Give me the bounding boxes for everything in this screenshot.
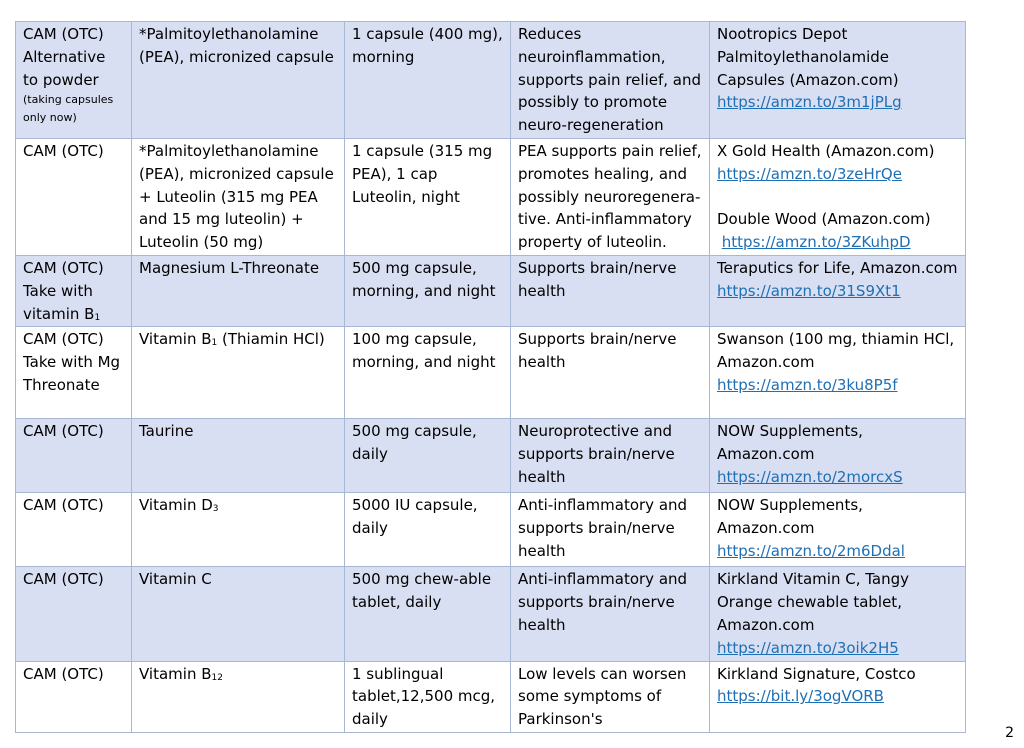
table-row [16,493,966,567]
product-link[interactable]: https://amzn.to/3m1jPLg [717,93,902,112]
purpose-text: Anti-inflammatory and supports brain/nerve health [518,496,688,560]
category-text: CAM (OTC) Take with vitamin B [23,258,104,323]
purpose-text: Supports brain/nerve health [518,330,677,372]
product-link[interactable]: https://amzn.to/3oik2H5 [717,638,899,657]
category-text: CAM (OTC) [23,141,104,160]
table-row [16,255,966,326]
purpose-text: Low levels can worsen some symptoms of Parkinson's [518,664,687,729]
supplement-subscript: 12 [211,672,223,683]
table-row [16,661,966,732]
table-row [16,22,966,139]
dose-text: 5000 IU capsule, daily [352,496,478,538]
dose-text: 500 mg chew-able tablet, daily [352,570,492,612]
purpose-cell [511,493,710,567]
source-text: Kirkland Vitamin C, Tangy Orange chewable tablet, Amazon.com [717,570,910,634]
dose-cell [345,661,511,732]
supplement-subscript: 1 [211,338,218,349]
supplement-cell [132,138,345,255]
source-text: X Gold Health (Amazon.com) [717,141,935,160]
supplement-cell [132,493,345,567]
category-text: CAM (OTC) [23,570,104,589]
supplement-cell [132,22,345,139]
category-cell [16,493,132,567]
purpose-cell [511,419,710,493]
source-text: NOW Supplements, Amazon.com [717,496,863,538]
source-cell [710,327,966,419]
category-cell [16,661,132,732]
category-cell [16,327,132,419]
dose-text: 1 capsule (400 mg), morning [352,25,503,66]
source-cell [710,661,966,732]
supplement-text: Vitamin D [139,496,213,515]
source-text: Teraputics for Life, Amazon.com [717,258,958,277]
table-row [16,567,966,661]
purpose-cell [511,138,710,255]
purpose-text: PEA supports pain relief, promotes healing, and possibly neuroregenera-tive. Anti-inflammatory property of luteolin. [518,141,702,252]
product-link-2[interactable]: https://amzn.to/3ZKuhpD [721,233,911,252]
source-cell [710,419,966,493]
category-text: CAM (OTC) [23,496,104,515]
table-row [16,327,966,419]
product-link[interactable]: https://amzn.to/2m6Ddal [717,541,905,560]
dose-cell [345,567,511,661]
purpose-cell [511,567,710,661]
source-text: NOW Supplements, Amazon.com [717,422,863,464]
category-cell [16,22,132,139]
category-cell [16,138,132,255]
category-text: CAM (OTC) Take with Mg Threonate [23,330,121,394]
dose-cell [345,255,511,326]
source-cell [710,255,966,326]
category-subscript: 1 [94,312,101,323]
source-cell [710,567,966,661]
source-text: Swanson (100 mg, thiamin HCl, Amazon.com [717,330,955,372]
supplement-text: Vitamin B [139,664,212,683]
category-cell [16,419,132,493]
product-link[interactable]: https://amzn.to/3zeHrQe [717,164,902,183]
supplement-cell [132,567,345,661]
category-text: CAM (OTC) Alternative to powder [23,25,106,89]
category-note: (taking capsules only now) [23,93,114,125]
source-text-2: Double Wood (Amazon.com) [717,210,931,229]
supplement-suffix: (Thiamin HCl) [217,330,325,349]
supplement-subscript: 3 [212,504,219,515]
purpose-cell [511,327,710,419]
dose-cell [345,22,511,139]
source-cell [710,493,966,567]
purpose-text: Reduces neuroinflammation, supports pain relief, and possibly to promote neuro-regeneration [518,25,701,135]
source-text: Nootropics Depot Palmitoylethanolamide Capsules (Amazon.com) [717,25,899,89]
supplement-cell [132,419,345,493]
dose-text: 500 mg capsule, morning, and night [352,258,496,300]
dose-cell [345,138,511,255]
product-link[interactable]: https://bit.ly/3ogVORB [717,687,884,706]
dose-text: 1 sublingual tablet,12,500 mcg, daily [352,664,496,729]
purpose-text: Supports brain/nerve health [518,258,677,300]
supplement-text: Vitamin B [139,330,212,349]
source-text: Kirkland Signature, Costco [717,664,916,683]
purpose-text: Neuroprotective and supports brain/nerve health [518,422,675,486]
purpose-text: Anti-inflammatory and supports brain/nerve health [518,570,688,634]
category-text: CAM (OTC) [23,664,104,683]
source-cell [710,22,966,139]
purpose-cell [511,255,710,326]
product-link[interactable]: https://amzn.to/31S9Xt1 [717,281,901,300]
dose-text: 1 capsule (315 mg PEA), 1 cap Luteolin, night [352,141,493,206]
dose-text: 100 mg capsule, morning, and night [352,330,496,372]
supplement-cell [132,661,345,732]
page-number: 2 [1005,725,1014,741]
product-link[interactable]: https://amzn.to/3ku8P5f [717,375,898,394]
table-row [16,138,966,255]
dose-cell [345,493,511,567]
supplement-table [15,21,966,733]
supplement-cell [132,327,345,419]
table-row [16,419,966,493]
supplement-text: Taurine [139,422,194,441]
product-link[interactable]: https://amzn.to/2morcxS [717,467,903,486]
dose-cell [345,327,511,419]
purpose-cell [511,661,710,732]
supplement-text: Vitamin C [139,570,212,589]
supplement-text: *Palmitoylethanolamine (PEA), micronized capsule [139,25,334,66]
source-cell [710,138,966,255]
spacer [717,186,958,209]
purpose-cell [511,22,710,139]
dose-text: 500 mg capsule, daily [352,422,477,464]
supplement-text: *Palmitoylethanolamine (PEA), micronized capsule + Luteolin (315 mg PEA and 15 mg luteolin) + Luteolin (50 mg) [139,141,334,252]
supplement-cell [132,255,345,326]
category-text: CAM (OTC) [23,422,104,441]
dose-cell [345,419,511,493]
category-cell [16,567,132,661]
category-cell [16,255,132,326]
supplement-text: Magnesium L-Threonate [139,258,320,277]
